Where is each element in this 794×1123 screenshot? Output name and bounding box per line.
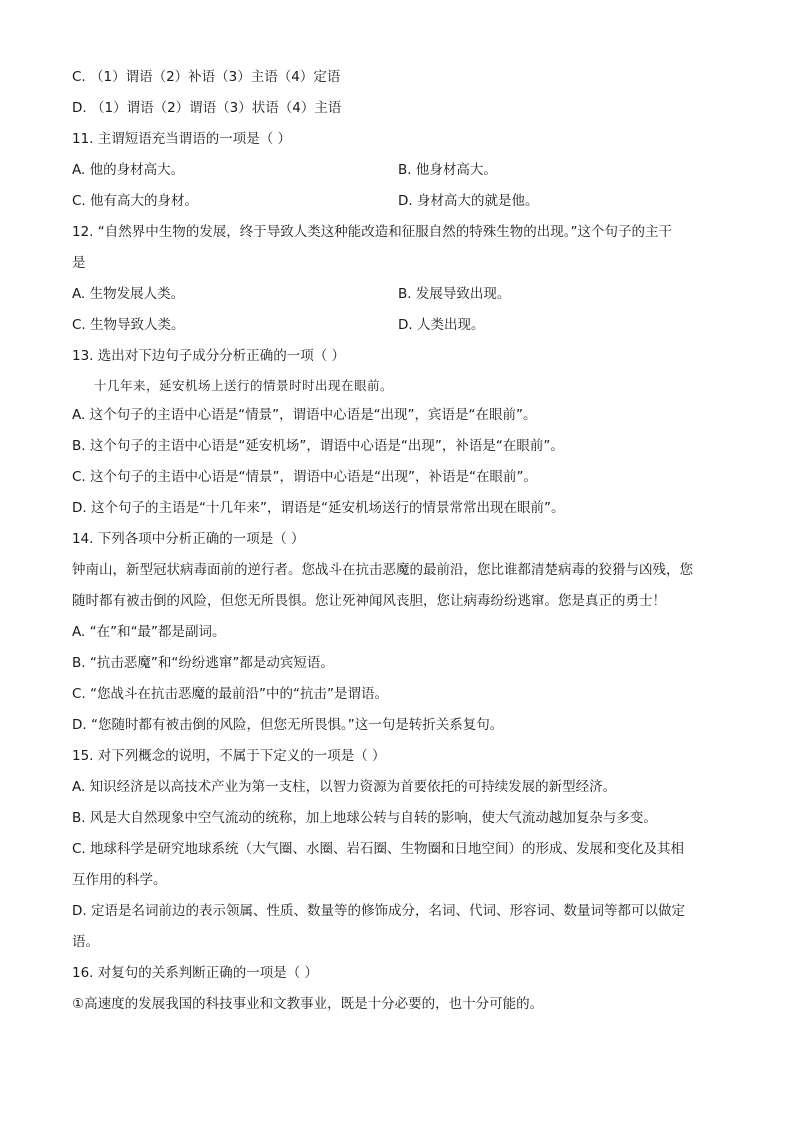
q13-option-c: C. 这个句子的主语中心语是“情景”，谓语中心语是“出现”，补语是“在眼前”。 [72,469,537,485]
q15-option-b: B. 风是大自然现象中空气流动的统称，加上地球公转与自转的影响，使大气流动越加复杂与多变。 [72,810,657,826]
q12-option-d: D. 人类出现。 [398,317,485,333]
q11-option-b: B. 他身材高大。 [398,162,497,178]
q14-option-b: B. “抗击恶魔”和“纷纷逃窜”都是动宾短语。 [72,655,334,671]
q10-option-c: C. （1）谓语（2）补语（3）主语（4）定语 [72,69,341,85]
q13-stem: 13. 选出对下边句子成分分析正确的一项（ ） [72,348,346,364]
q12-option-b: B. 发展导致出现。 [398,286,511,302]
q13-option-b: B. 这个句子的主语中心语是“延安机场”，谓语中心语是“出现”，补语是“在眼前”。 [72,438,564,454]
q12-options-row-1 [72,279,724,310]
q12-option-c: C. 生物导致人类。 [72,317,185,333]
q11-options-row-1 [72,155,724,186]
q11-stem: 11. 主谓短语充当谓语的一项是（ ） [72,131,292,147]
q11-option-c: C. 他有高大的身材。 [72,193,199,209]
q14-option-c: C. “您战斗在抗击恶魔的最前沿”中的“抗击”是谓语。 [72,686,388,702]
q14-stem: 14. 下列各项中分析正确的一项是（ ） [72,531,305,547]
q14-passage-line1: 钟南山，新型冠状病毒面前的逆行者。您战斗在抗击恶魔的最前沿，您比谁都清楚病毒的狡猾与凶残，您 [72,562,693,578]
q13-option-a: A. 这个句子的主语中心语是“情景”，谓语中心语是“出现”，宾语是“在眼前”。 [72,407,537,423]
q12-stem-line2: 是 [72,255,86,271]
q15-option-c-line1: C. 地球科学是研究地球系统（大气圈、水圈、岩石圈、生物圈和日地空间）的形成、发展和变化及其相 [72,841,685,857]
q13-quoted-sentence: 十几年来，延安机场上送行的情景时时出现在眼前。 [94,378,394,393]
q11-option-a: A. 他的身材高大。 [72,162,185,178]
exam-page [72,62,724,1020]
q15-option-a: A. 知识经济是以高技术产业为第一支柱，以智力资源为首要依托的可持续发展的新型经济。 [72,779,617,795]
q15-option-c-line2: 互作用的科学。 [72,872,167,888]
q12-stem-line1: 12. “自然界中生物的发展，终于导致人类这种能改造和征服自然的特殊生物的出现。”这个句子的主干 [72,224,672,240]
q14-option-d: D. “您随时都有被击倒的风险，但您无所畏惧。”这一句是转折关系复句。 [72,717,504,733]
q15-option-d-line1: D. 定语是名词前边的表示领属、性质、数量等的修饰成分，名词、代词、形容词、数量词等都可以做定 [72,903,685,919]
q11-options-row-2 [72,186,724,217]
q14-passage-line2: 随时都有被击倒的风险，但您无所畏惧。您让死神闻风丧胆，您让病毒纷纷逃窜。您是真正的勇士！ [72,593,666,609]
q12-options-row-2 [72,310,724,341]
q10-option-d: D. （1）谓语（2）谓语（3）状语（4）主语 [72,100,342,116]
q11-option-d: D. 身材高大的就是他。 [398,193,539,209]
q12-option-a: A. 生物发展人类。 [72,286,185,302]
q15-option-d-line2: 语。 [72,934,99,950]
q15-stem: 15. 对下列概念的说明，不属于下定义的一项是（ ） [72,748,386,764]
q13-option-d: D. 这个句子的主语是“十几年来”，谓语是“延安机场送行的情景常常出现在眼前”。 [72,500,565,516]
q16-item-1: ①高速度的发展我国的科技事业和文教事业，既是十分必要的，也十分可能的。 [72,996,544,1012]
q14-option-a: A. “在”和“最”都是副词。 [72,624,226,640]
q16-stem: 16. 对复句的关系判断正确的一项是（ ） [72,965,319,981]
